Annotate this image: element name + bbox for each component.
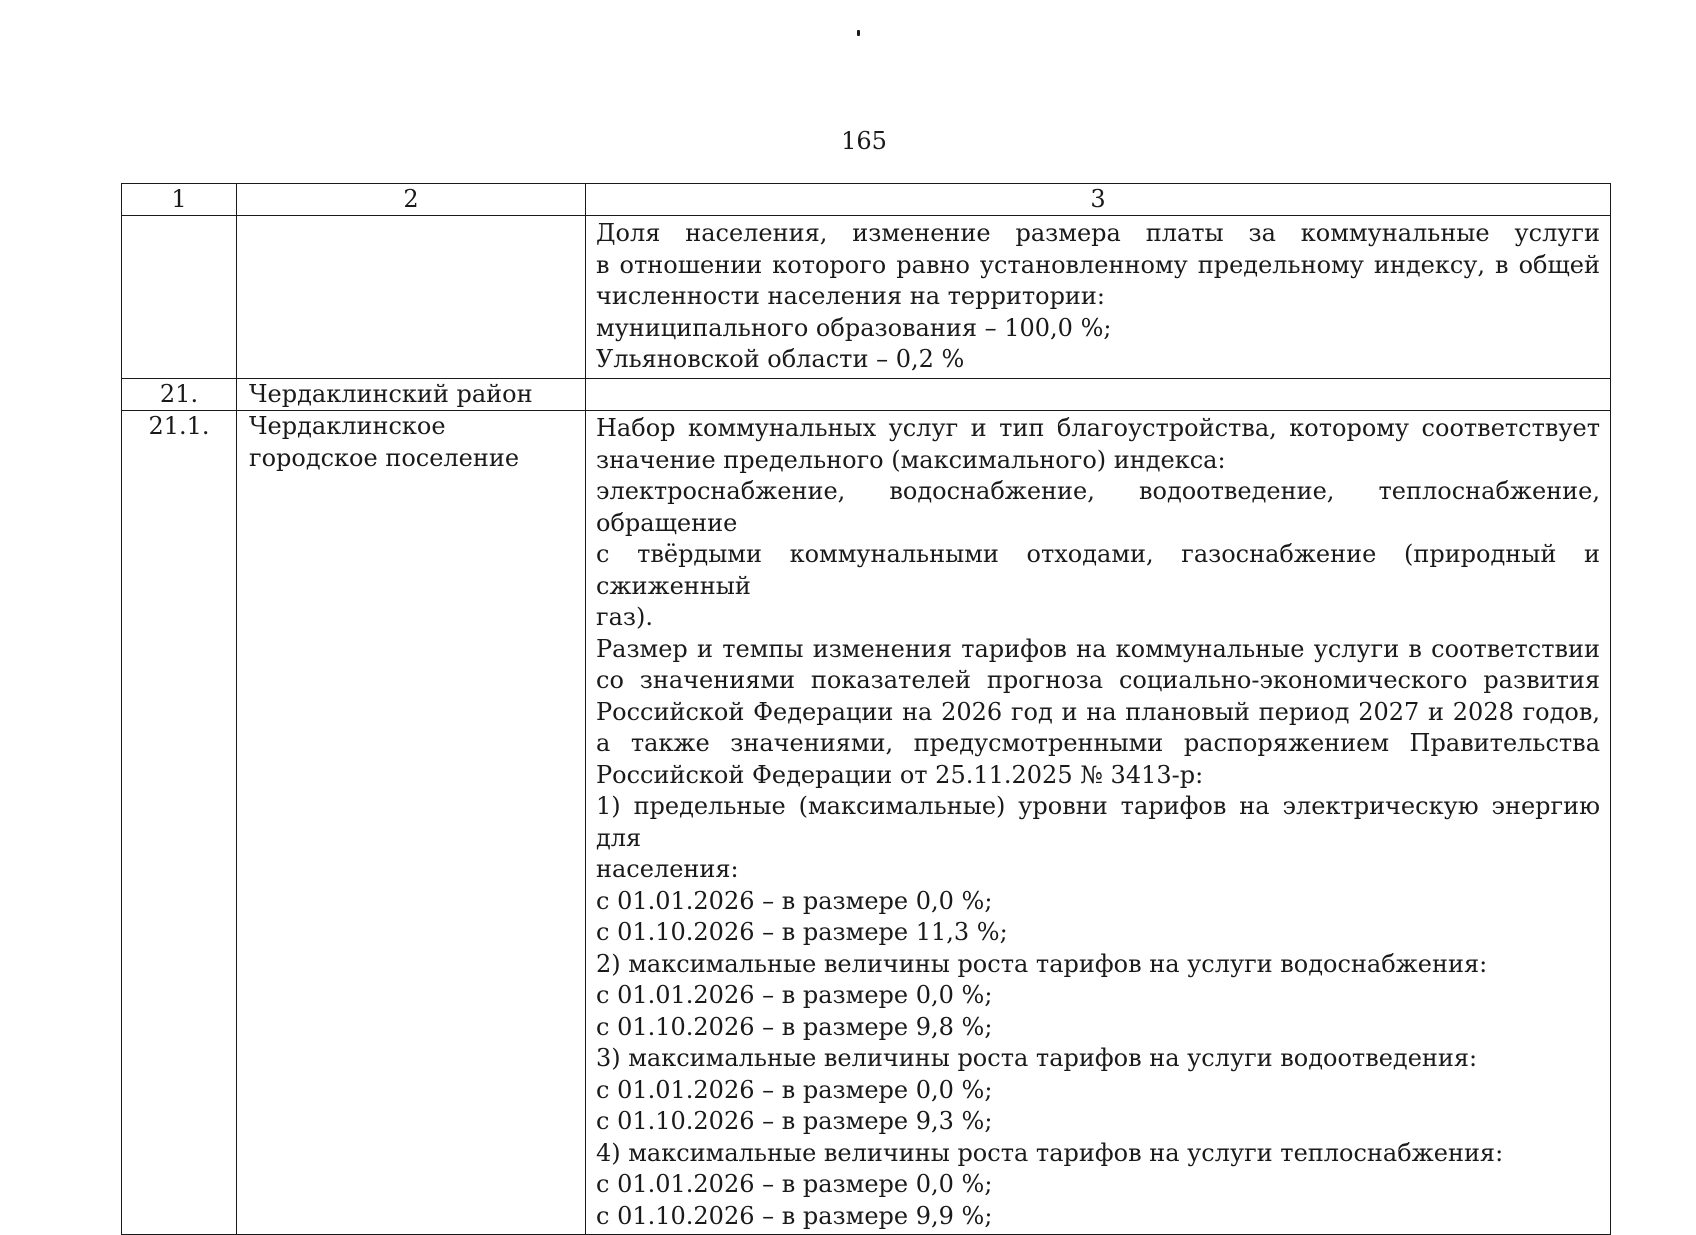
row-text-cell [586,216,1611,379]
row-name-cell: Чердаклинский район [237,378,586,411]
name-line: Чердаклинское [249,412,446,440]
table-header-row [122,184,1611,216]
text-line: а также значениями, предусмотренными распоряжением Правительства [596,729,1600,757]
scan-mark [857,30,860,36]
row-text-cell [586,378,1611,411]
text-line: с 01.01.2026 – в размере 0,0 %; [596,1170,993,1198]
text-line: с 01.01.2026 – в размере 0,0 %; [596,1075,993,1104]
text-line: Доля населения, изменение размера платы за коммунальные услуги [596,219,1600,247]
text-line: с 01.01.2026 – в размере 0,0 %; [596,886,993,915]
page-number: 165 [841,127,887,155]
row-number-cell [122,216,237,379]
text-line: 2) максимальные величины роста тарифов на услуги водоснабжения: [596,949,1488,978]
text-line: численности населения на территории: [596,282,1106,310]
text-line: Ульяновской области – 0,2 % [596,345,965,373]
name-line: городское поселение [249,443,520,472]
table-row-21 [122,378,1611,411]
table-row-21-1 [122,411,1611,1235]
text-line: населения: [596,855,739,883]
text-line: 1) предельные (максимальные) уровни тарифов на электрическую энергию для [596,792,1600,852]
text-line: с 01.10.2026 – в размере 11,3 %; [596,918,1008,946]
header-col-3: 3 [586,184,1611,216]
text-line: с 01.10.2026 – в размере 9,8 %; [596,1012,993,1041]
header-col-1: 1 [122,184,237,216]
tariff-table [121,183,1611,1235]
text-line: с 01.10.2026 – в размере 9,9 %; [596,1201,993,1230]
text-line: со значениями показателей прогноза социально-экономического развития [596,666,1600,694]
row-text-cell [586,411,1611,1235]
row-number-cell: 21. [122,378,237,411]
text-line: газ). [596,603,653,631]
text-line: значение предельного (максимального) индекса: [596,445,1226,474]
text-line: Российской Федерации на 2026 год и на плановый период 2027 и 2028 годов, [596,697,1600,726]
text-line: муниципального образования – 100,0 %; [596,313,1112,342]
row-number-cell: 21.1. [122,411,237,1235]
text-line: Российской Федерации от 25.11.2025 № 3413-р: [596,760,1204,789]
table-row-continuation [122,216,1611,379]
text-line: 3) максимальные величины роста тарифов на услуги водоотведения: [596,1044,1478,1072]
text-line: с твёрдыми коммунальными отходами, газоснабжение (природный и сжиженный [596,540,1600,600]
header-col-2: 2 [237,184,586,216]
text-line: Размер и темпы изменения тарифов на коммунальные услуги в соответствии [596,634,1600,663]
text-line: с 01.01.2026 – в размере 0,0 %; [596,981,993,1009]
text-line: с 01.10.2026 – в размере 9,3 %; [596,1107,993,1135]
text-line: Набор коммунальных услуг и тип благоустройства, которому соответствует [596,414,1600,442]
row-name-cell [237,411,586,1235]
row-name-cell [237,216,586,379]
text-line: в отношении которого равно установленному предельному индексу, в общей [596,250,1600,279]
text-line: 4) максимальные величины роста тарифов на услуги теплоснабжения: [596,1138,1504,1167]
text-line: электроснабжение, водоснабжение, водоотведение, теплоснабжение, обращение [596,477,1600,537]
